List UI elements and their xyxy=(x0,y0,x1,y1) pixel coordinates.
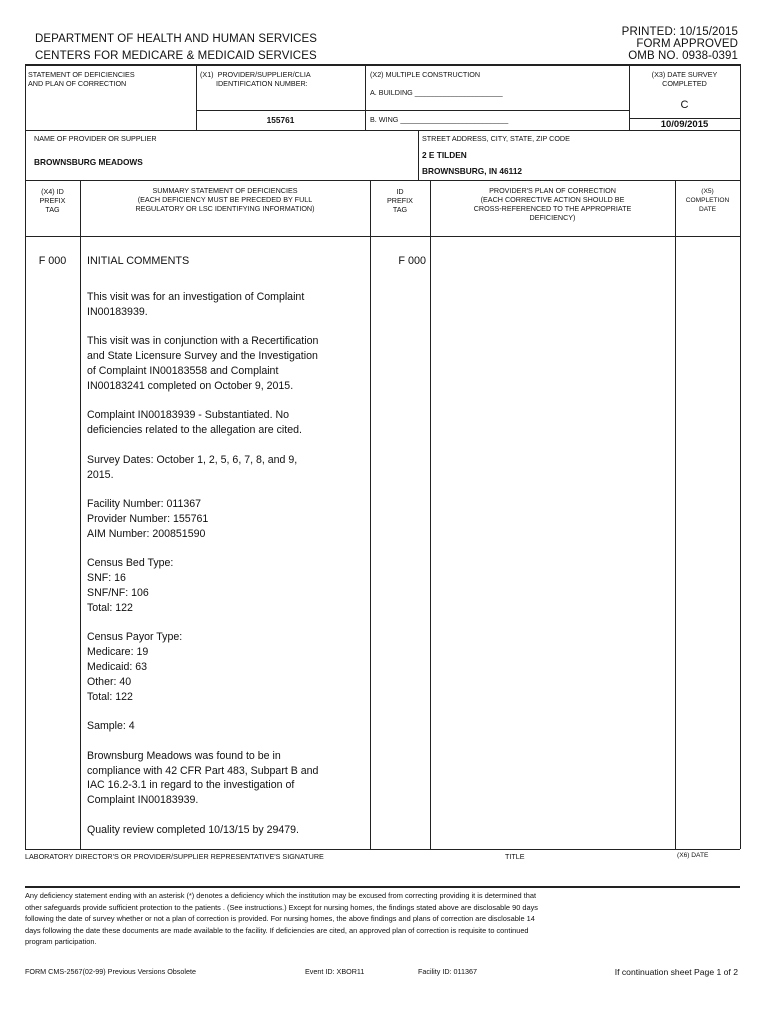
x1-label: (X1) PROVIDER/SUPPLIER/CLIA IDENTIFICATION NUMBER: xyxy=(200,70,311,88)
paragraph: Complaint IN00183939 - Substantiated. No deficiencies related to the allegation are cited. xyxy=(87,409,302,437)
facility-id: Facility ID: 011367 xyxy=(418,967,477,976)
paragraph: Survey Dates: October 1, 2, 5, 6, 7, 8, and 9, 2015. xyxy=(87,453,298,481)
address-label: STREET ADDRESS, CITY, STATE, ZIP CODE xyxy=(422,134,570,143)
x3-label: (X3) DATE SURVEY COMPLETED xyxy=(651,70,718,88)
id-tag: F 000 xyxy=(398,255,426,267)
paragraph: Facility Number: 011367 Provider Number: 155761 AIM Number: 200851590 xyxy=(87,498,209,540)
provider-name-label: NAME OF PROVIDER OR SUPPLIER xyxy=(34,134,157,143)
plan-header: PROVIDER'S PLAN OF CORRECTION (EACH CORRECTIVE ACTION SHOULD BE CROSS-REFERENCED TO THE APPROPRIATE DEFICIENCY) xyxy=(473,186,632,222)
entry-body xyxy=(87,290,367,852)
title-label: TITLE xyxy=(505,852,525,861)
printed-date: PRINTED: 10/15/2015 xyxy=(621,26,738,38)
paragraph: This visit was for an investigation of Complaint IN00183939. xyxy=(87,291,305,318)
city-state-zip: BROWNSBURG, IN 46112 xyxy=(422,166,523,176)
paragraph: Sample: 4 xyxy=(87,720,135,733)
form-approved: FORM APPROVED xyxy=(636,38,738,50)
x3-letter: C xyxy=(680,99,689,111)
street-address: 2 E TILDEN xyxy=(422,150,467,160)
summary-header: SUMMARY STATEMENT OF DEFICIENCIES (EACH DEFICIENCY MUST BE PRECEDED BY FULL REGULATORY OR LSC IDENTIFYING INFORMATION) xyxy=(135,186,315,213)
cms-title: CENTERS FOR MEDICARE & MEDICAID SERVICES xyxy=(35,50,317,62)
date-label: (X6) DATE xyxy=(677,852,709,859)
wing-label: B. WING ___________________________ xyxy=(370,115,509,124)
statement-label: STATEMENT OF DEFICIENCIES AND PLAN OF CORRECTION xyxy=(28,70,135,88)
omb-number: OMB NO. 0938-0391 xyxy=(628,50,738,62)
x5-header: (X5) COMPLETION DATE xyxy=(685,188,730,213)
tag-prefix: F 000 xyxy=(38,255,67,267)
form-number: FORM CMS-2567(02-99) Previous Versions Obsolete xyxy=(25,967,196,976)
id-prefix-header: ID PREFIX TAG xyxy=(387,187,413,214)
footnote: Any deficiency statement ending with an asterisk (*) denotes a deficiency which the institution may be excused from correcting providing it is determined that other safeguards provide sufficient protection to the patients . (See instructions.) Except for nursing homes, the findings stated above are disclosable 90 days following the date of survey whether or not a plan of correction is provided. For nursing homes, the above findings and plans of correction are disclosable 14 days following the date these documents are made available to the facility. If deficiencies are cited, an approved plan of correction is requisite to continued program participation. xyxy=(25,891,538,947)
signature-label: LABORATORY DIRECTOR'S OR PROVIDER/SUPPLIER REPRESENTATIVE'S SIGNATURE xyxy=(25,852,324,861)
department-title: DEPARTMENT OF HEALTH AND HUMAN SERVICES xyxy=(35,33,318,45)
x4-header: (X4) ID PREFIX TAG xyxy=(39,187,66,214)
building-label: A. BUILDING ______________________ xyxy=(370,88,503,97)
x1-value: 155761 xyxy=(266,115,295,125)
paragraph: Census Payor Type: Medicare: 19 Medicaid: 63 Other: 40 Total: 122 xyxy=(87,631,183,703)
page-continuation: If continuation sheet Page 1 of 2 xyxy=(614,967,738,977)
x3-date: 10/09/2015 xyxy=(660,119,709,130)
paragraph: Brownsburg Meadows was found to be in compliance with 42 CFR Part 483, Subpart B and IAC 16.2-3.1 in regard to the investigation of Complaint IN00183939. xyxy=(87,749,319,807)
provider-name: BROWNSBURG MEADOWS xyxy=(34,157,143,167)
paragraph: This visit was in conjunction with a Recertification and State Licensure Survey and the Investigation of Complaint IN00183558 and Complaint IN00183241 completed on October 9, 2015. xyxy=(87,335,319,392)
entry-title: INITIAL COMMENTS xyxy=(87,255,190,267)
paragraph: Census Bed Type: SNF: 16 SNF/NF: 106 Total: 122 xyxy=(87,557,174,614)
x2-label: (X2) MULTIPLE CONSTRUCTION xyxy=(370,70,481,79)
paragraph: Quality review completed 10/13/15 by 29479. xyxy=(87,823,300,836)
event-id: Event ID: XBOR11 xyxy=(305,967,365,976)
